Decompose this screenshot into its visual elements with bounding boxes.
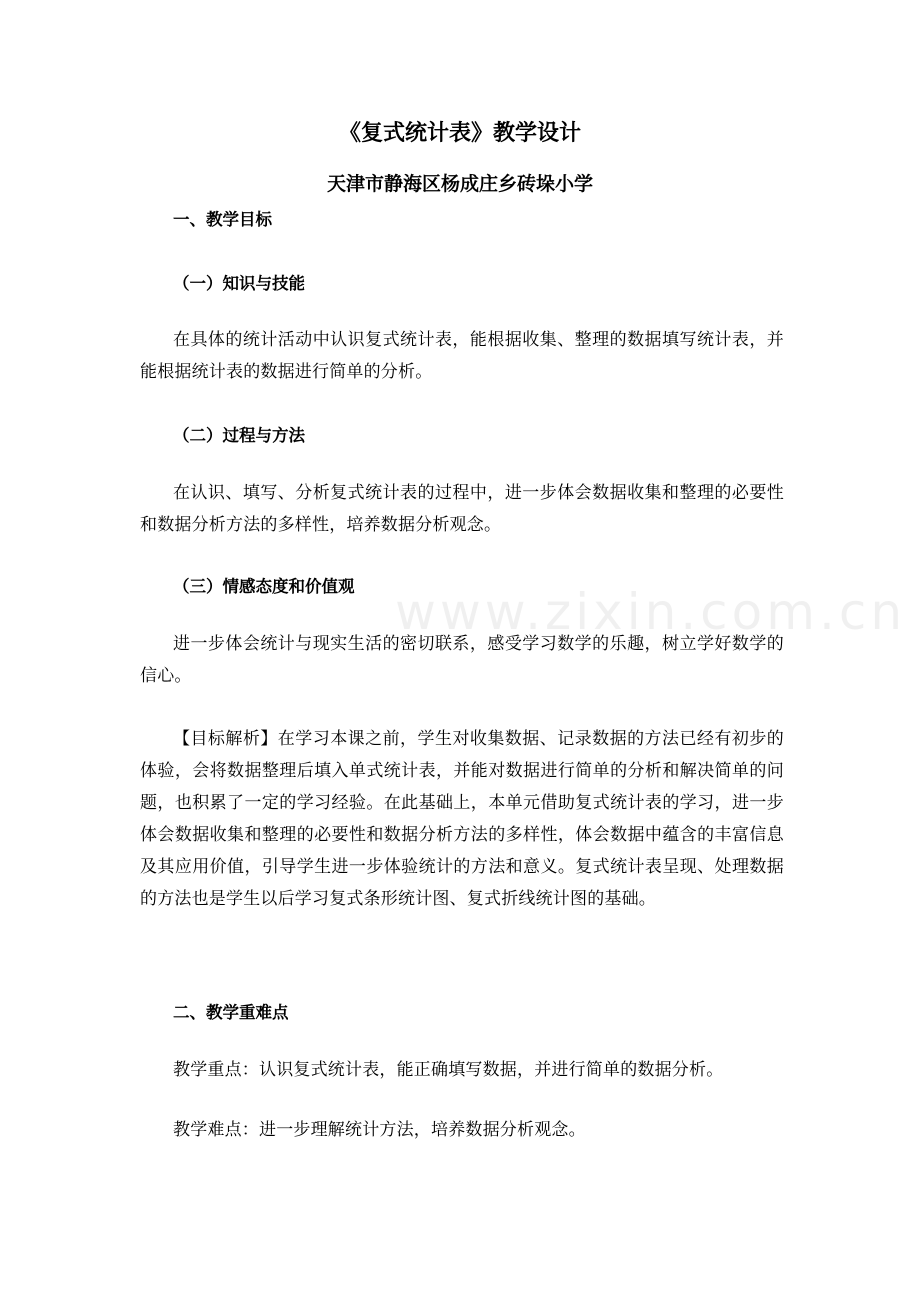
document-title: 《复式统计表》教学设计: [338, 121, 581, 146]
subheading-emotion-values: （三）情感态度和价值观: [173, 577, 355, 596]
paragraph-process-method: 在认识、填写、分析复式统计表的过程中，进一步体会数据收集和整理的必要性和数据分析方法的多样性，培养数据分析观念。: [140, 483, 784, 535]
paragraph-knowledge-skills: 在具体的统计活动中认识复式统计表，能根据收集、整理的数据填写统计表，并能根据统计表的数据进行简单的分析。: [140, 330, 784, 382]
subheading-knowledge-skills: （一）知识与技能: [173, 274, 305, 293]
section-heading-objectives: 一、教学目标: [173, 210, 272, 229]
analysis-text: 在学习本课之前，学生对收集数据、记录数据的方法已经有初步的体验，会将数据整理后填入单式统计表，并能对数据进行简单的分析和解决简单的问题，也积累了一定的学习经验。在此基础上，本单元借助复式统计表的学习，进一步体会数据收集和整理的必要性和数据分析方法的多样性，体会数据中蕴含的丰富信息及其应用价值，引导学生进一步体验统计的方法和意义。复式统计表呈现、处理数据的方法也是学生以后学习复式条形统计图、复式折线统计图的基础。: [140, 729, 784, 909]
paragraph-emotion-values: 进一步体会统计与现实生活的密切联系，感受学习数学的乐趣，树立学好数学的信心。: [140, 634, 784, 686]
paragraph-objective-analysis: [140, 723, 784, 915]
subheading-process-method: （二）过程与方法: [173, 426, 305, 445]
paragraph-key-point: 教学重点：认识复式统计表，能正确填写数据，并进行简单的数据分析。: [173, 1060, 724, 1080]
paragraph-difficult-point: 教学难点：进一步理解统计方法，培养数据分析观念。: [173, 1120, 586, 1140]
watermark: www.zixin.com.cn: [395, 583, 907, 641]
document-subtitle: 天津市静海区杨成庄乡砖垛小学: [326, 173, 593, 195]
analysis-label: 【目标解析】: [173, 729, 278, 749]
section-heading-key-difficult: 二、教学重难点: [173, 1003, 289, 1022]
